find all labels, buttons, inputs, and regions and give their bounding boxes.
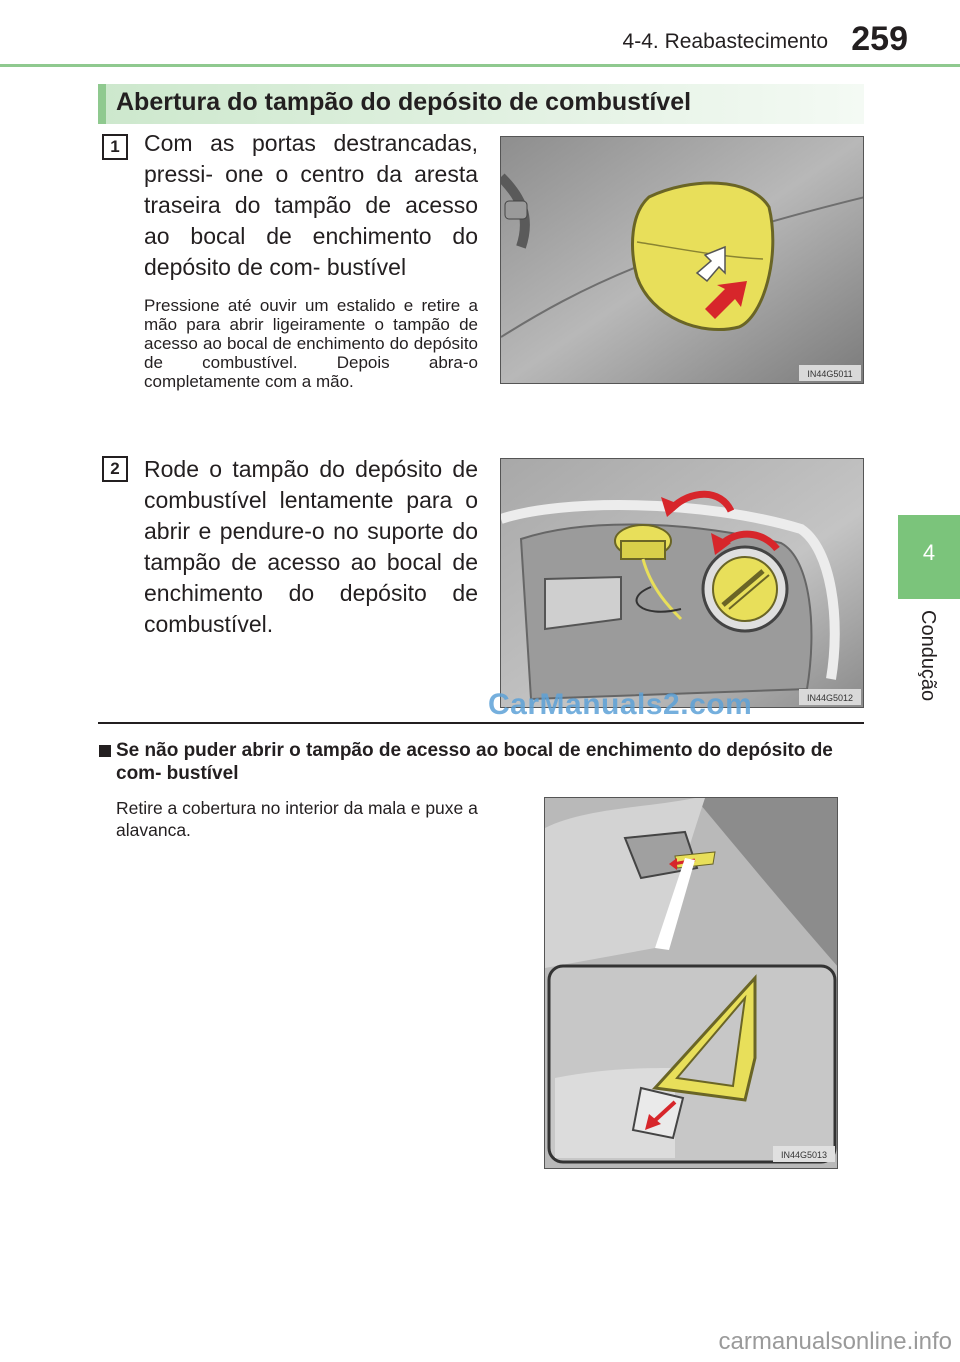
figure-code-3: IN44G5013	[780, 1150, 828, 1160]
step-1-note: Pressione até ouvir um estalido e retire a mão para abrir ligeiramente o tampão de acesso ao bocal de enchimento do depósito de combustível. Depois abra-o completamente com a mão.	[144, 296, 478, 391]
watermark-carmanuals2: CarManuals2.com	[488, 688, 753, 721]
step-1-text: Com as portas destrancadas, pressi- one o centro da aresta traseira do tampão de acesso ao bocal de enchimento do depósito de com- bustível	[144, 130, 478, 280]
subsection-text: Retire a cobertura no interior da mala e puxe a alavanca.	[116, 798, 478, 840]
section-title: Abertura do tampão do depósito de combustível	[116, 88, 692, 116]
step-badge-2: 2	[102, 456, 128, 482]
figure-trunk-release-lever	[544, 797, 838, 1169]
step-2-text: Rode o tampão do depósito de combustível lentamente para o abrir e pendure-o no suporte do tampão de acesso ao bocal de enchimento do depósito de combustível.	[144, 456, 478, 637]
section-divider	[98, 722, 864, 724]
figure-code-1: IN44G5011	[807, 369, 853, 379]
header-rule	[0, 64, 960, 67]
chapter-number: 4	[922, 540, 936, 565]
running-header-section: 4-4. Reabastecimento	[622, 30, 828, 53]
step-badge-1: 1	[102, 134, 128, 160]
page-number: 259	[851, 20, 908, 58]
chapter-label-text: Condução	[917, 610, 939, 702]
chapter-label	[916, 610, 942, 710]
subsection-title: Se não puder abrir o tampão de acesso ao bocal de enchimento do depósito de com- bustível	[116, 740, 833, 784]
figure-fuel-cap-rotate	[500, 458, 864, 708]
figure-code-2: IN44G5012	[806, 693, 854, 703]
footer-watermark: carmanualsonline.info	[718, 1328, 952, 1355]
subsection-bullet-icon	[99, 745, 111, 757]
figure-fuel-door-press	[500, 136, 864, 384]
